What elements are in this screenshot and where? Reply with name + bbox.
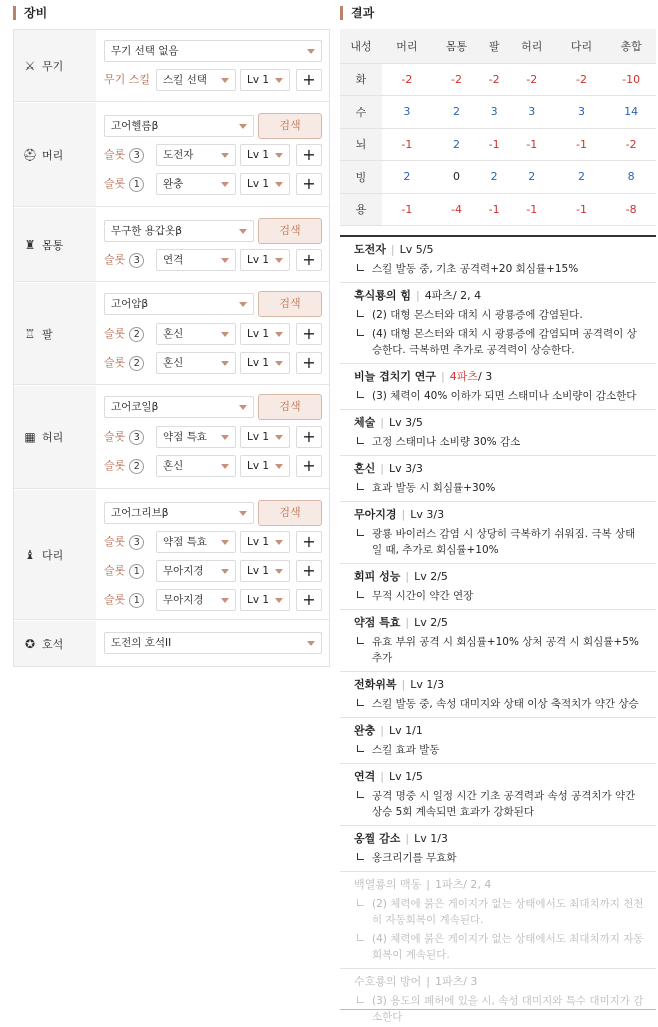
- helmet-icon: ⛑: [22, 147, 38, 162]
- arms-slot-2-skill-select[interactable]: 혼신: [156, 352, 236, 374]
- head-slot-2-level-select[interactable]: Lv 1: [240, 173, 290, 195]
- arms-slot-1-skill-select[interactable]: 혼신: [156, 323, 236, 345]
- skill-name: 흑식룡의 힘: [354, 289, 411, 302]
- table-cell: 3: [382, 96, 432, 129]
- skill-header: [354, 723, 644, 739]
- skill-level: Lv 1/5: [388, 770, 423, 783]
- legs-slot-1-level-select[interactable]: Lv 1: [240, 531, 290, 553]
- skill-item: [340, 718, 656, 764]
- skill-detail: 스킬 효과 발동: [354, 742, 644, 758]
- skill-name: 옹찔 감소: [354, 832, 401, 845]
- arms-slot-1-level-select[interactable]: Lv 1: [240, 323, 290, 345]
- table-cell: -1: [507, 193, 557, 226]
- col-header: 내성: [340, 29, 382, 63]
- skill-header: [354, 288, 644, 304]
- waist-slot-2-skill-select[interactable]: 혼신: [156, 455, 236, 477]
- waist-slot-2-level-select[interactable]: Lv 1: [240, 455, 290, 477]
- head-slot-1-skill-select[interactable]: 도전자: [156, 144, 236, 166]
- weapon-icon: ⚔: [24, 58, 36, 73]
- skill-header: [354, 615, 644, 631]
- table-cell: 14: [606, 96, 656, 129]
- table-cell: 3: [557, 96, 607, 129]
- arms-search-button[interactable]: 검색: [258, 291, 322, 317]
- waist-label-cell: [14, 386, 96, 488]
- table-cell: -2: [382, 63, 432, 96]
- head-search-button[interactable]: 검색: [258, 113, 322, 139]
- skill-item: [340, 826, 656, 872]
- table-cell: 2: [432, 96, 482, 129]
- skill-header: [354, 461, 644, 477]
- head-row: [14, 103, 329, 207]
- skill-detail: (2) 대형 몬스터와 대치 시 광룡증에 감염된다.: [354, 307, 644, 323]
- head-label-cell: [14, 103, 96, 206]
- head-slot-1-add-button[interactable]: +: [296, 144, 322, 166]
- head-slot-1-level-select[interactable]: Lv 1: [240, 144, 290, 166]
- col-header: 다리: [557, 29, 607, 63]
- table-cell: 2: [557, 161, 607, 194]
- head-slot-1: 슬롯 3: [104, 144, 144, 166]
- legs-slot-3: 슬롯 1: [104, 589, 144, 611]
- skill-header: [354, 569, 644, 585]
- body-slot-1-skill-select[interactable]: 연격: [156, 249, 236, 271]
- skill-header: [354, 831, 644, 847]
- charm-label-cell: [14, 621, 96, 666]
- table-row: [340, 96, 656, 129]
- arms-row: [14, 283, 329, 385]
- waist-item-select[interactable]: 고어코일β: [104, 396, 254, 418]
- col-header: 허리: [507, 29, 557, 63]
- legs-label-cell: [14, 490, 96, 619]
- table-cell: -1: [481, 128, 507, 161]
- skill-level: Lv 5/5: [399, 243, 434, 256]
- skill-header: [354, 369, 644, 385]
- skill-item: [340, 872, 656, 969]
- gauntlet-icon: ♖: [24, 326, 36, 341]
- result-section-title: 결과: [340, 6, 374, 20]
- arms-slot-1-add-button[interactable]: +: [296, 323, 322, 345]
- skill-detail: (3) 용도의 폐허에 있을 시, 속성 대미지와 특수 대미지가 감소한다: [354, 993, 644, 1025]
- skill-level: Lv 2/5: [414, 616, 448, 629]
- equip-section-title: 장비: [13, 6, 47, 20]
- legs-slot-2-level-select[interactable]: Lv 1: [240, 560, 290, 582]
- skill-separator: |: [390, 243, 395, 256]
- skill-separator: |: [415, 289, 420, 302]
- skill-detail: 옹크리기를 무효화: [354, 850, 644, 866]
- skill-detail: (2) 체력에 붉은 게이지가 없는 상태에서도 최대치까지 천천히 자동회복이 계속된다.: [354, 896, 644, 928]
- legs-slot-3-add-button[interactable]: +: [296, 589, 322, 611]
- skill-separator: |: [380, 724, 384, 737]
- table-cell: 2: [481, 161, 507, 194]
- resistance-table: [340, 29, 656, 226]
- head-label: 머리: [42, 148, 64, 162]
- head-item-select[interactable]: 고어헬름β: [104, 115, 254, 137]
- weapon-label: 무기: [42, 59, 64, 73]
- skill-level: Lv 1/3: [410, 678, 445, 691]
- row-header: 용: [340, 193, 382, 226]
- skill-detail: (4) 대형 몬스터와 대치 시 광룡증에 감염되며 공격력이 상승한다. 극복하면 추가로 공격력이 상승한다.: [354, 326, 644, 358]
- legs-label: 다리: [42, 548, 64, 562]
- waist-slot-2: 슬롯 2: [104, 455, 144, 477]
- skill-detail: 유효 부위 공격 시 회심률+10% 상처 공격 시 회심률+5% 추가: [354, 634, 644, 666]
- body-slot-1-level-select[interactable]: Lv 1: [240, 249, 290, 271]
- waist-row: [14, 386, 329, 489]
- waist-slot-1-level-select[interactable]: Lv 1: [240, 426, 290, 448]
- arms-slot-2-add-button[interactable]: +: [296, 352, 322, 374]
- skill-detail: 무적 시간이 약간 연장: [354, 588, 644, 604]
- legs-slot-3-level-select[interactable]: Lv 1: [240, 589, 290, 611]
- skill-level: 1파츠/ 3: [434, 975, 478, 988]
- skill-item: [340, 672, 656, 718]
- charm-label: 호석: [42, 637, 64, 651]
- weapon-skill-select[interactable]: 스킬 선택: [156, 69, 236, 91]
- table-cell: 8: [606, 161, 656, 194]
- legs-item-select[interactable]: 고어그리브β: [104, 502, 254, 524]
- skill-separator: |: [426, 975, 430, 988]
- waist-slot-2-add-button[interactable]: +: [296, 455, 322, 477]
- skill-header: [354, 415, 644, 431]
- skill-level-prefix: 4파츠: [449, 370, 479, 383]
- table-cell: 0: [432, 161, 482, 194]
- skill-level: Lv 3/5: [388, 416, 423, 429]
- table-row: [340, 193, 656, 226]
- skill-detail: 공격 명중 시 일정 시간 기초 공격력과 속성 공격치가 약간 상승 5회 계속되면 효과가 강화된다: [354, 788, 644, 820]
- table-cell: -1: [382, 128, 432, 161]
- skill-item: [340, 237, 656, 283]
- skill-name: 체술: [354, 416, 376, 429]
- skill-item: [340, 364, 656, 410]
- skill-item: [340, 564, 656, 610]
- skill-separator: |: [405, 570, 410, 583]
- skill-name: 수호룡의 방어: [354, 975, 422, 988]
- legs-slot-1-skill-select[interactable]: 약점 특효: [156, 531, 236, 553]
- skill-name: 완충: [354, 724, 376, 737]
- skill-name: 회피 성능: [354, 570, 401, 583]
- table-cell: -2: [481, 63, 507, 96]
- greaves-icon: ♝: [24, 547, 36, 562]
- table-cell: -8: [606, 193, 656, 226]
- skill-name: 도전자: [354, 243, 386, 256]
- belt-icon: ▦: [24, 430, 36, 444]
- legs-slot-1-add-button[interactable]: +: [296, 531, 322, 553]
- weapon-select[interactable]: 무기 선택 없음: [104, 40, 322, 62]
- legs-slot-2: 슬롯 1: [104, 560, 144, 582]
- skill-name: 백열룡의 맥동: [354, 878, 422, 891]
- skill-detail: 고정 스태미나 소비량 30% 감소: [354, 434, 644, 450]
- skill-header: [354, 974, 644, 990]
- legs-slot-2-skill-select[interactable]: 무아지경: [156, 560, 236, 582]
- table-cell: -2: [606, 128, 656, 161]
- table-cell: -2: [432, 63, 482, 96]
- skill-list: [340, 235, 656, 1023]
- skill-level: Lv 3/3: [410, 508, 445, 521]
- arms-slot-2: 슬롯 2: [104, 352, 144, 374]
- equipment-panel: [13, 29, 330, 667]
- table-cell: 3: [507, 96, 557, 129]
- table-cell: -1: [557, 193, 607, 226]
- table-cell: 2: [382, 161, 432, 194]
- table-row: [340, 161, 656, 194]
- skill-item: [340, 969, 656, 1027]
- skill-item: [340, 610, 656, 672]
- charm-icon: ✪: [24, 636, 36, 651]
- skill-name: 혼신: [354, 462, 376, 475]
- row-header: 빙: [340, 161, 382, 194]
- table-cell: -1: [382, 193, 432, 226]
- skill-item: [340, 502, 656, 564]
- skill-detail: 스킬 발동 중, 기초 공격력+20 회심률+15%: [354, 261, 644, 277]
- skill-separator: |: [380, 770, 384, 783]
- legs-search-button[interactable]: 검색: [258, 500, 322, 526]
- legs-slot-1: 슬롯 3: [104, 531, 144, 553]
- arms-label-cell: [14, 283, 96, 384]
- skill-level: Lv 3/3: [388, 462, 423, 475]
- chest-armor-icon: ♜: [24, 237, 36, 252]
- skill-item: [340, 283, 656, 364]
- arms-item-select[interactable]: 고어암β: [104, 293, 254, 315]
- skill-separator: |: [401, 508, 406, 521]
- skill-name: 약점 특효: [354, 616, 401, 629]
- legs-slot-3-skill-select[interactable]: 무아지경: [156, 589, 236, 611]
- head-slot-2-add-button[interactable]: +: [296, 173, 322, 195]
- body-item-select[interactable]: 무구한 용갑옷β: [104, 220, 254, 242]
- legs-slot-2-add-button[interactable]: +: [296, 560, 322, 582]
- skill-header: [354, 507, 644, 523]
- waist-slot-1-add-button[interactable]: +: [296, 426, 322, 448]
- skill-separator: |: [380, 462, 384, 475]
- table-cell: -2: [507, 63, 557, 96]
- waist-slot-1-skill-select[interactable]: 약점 특효: [156, 426, 236, 448]
- skill-level-suffix: / 3: [478, 370, 493, 383]
- weapon-skill-label: 무기 스킬: [104, 73, 151, 86]
- row-header: 뇌: [340, 128, 382, 161]
- skill-header: [354, 769, 644, 785]
- col-header: 총합: [606, 29, 656, 63]
- row-header: 수: [340, 96, 382, 129]
- skill-separator: |: [401, 678, 406, 691]
- weapon-skill-level-select[interactable]: Lv 1: [240, 69, 290, 91]
- body-label-cell: [14, 208, 96, 281]
- body-row: [14, 208, 329, 282]
- body-label: 몸통: [42, 238, 64, 252]
- body-slot-1-add-button[interactable]: +: [296, 249, 322, 271]
- head-slot-2-skill-select[interactable]: 완충: [156, 173, 236, 195]
- weapon-row: [14, 30, 329, 102]
- charm-select[interactable]: 도전의 호석II: [104, 632, 322, 654]
- table-row: [340, 128, 656, 161]
- skill-level: 1파츠/ 2, 4: [434, 878, 492, 891]
- skill-separator: |: [441, 370, 445, 383]
- skill-detail: 스킬 발동 중, 속성 대미지와 상태 이상 축적치가 약간 상승: [354, 696, 644, 712]
- skill-item: [340, 410, 656, 456]
- waist-label: 허리: [42, 431, 64, 444]
- row-header: 화: [340, 63, 382, 96]
- weapon-label-cell: [14, 30, 96, 101]
- head-slot-2: 슬롯 1: [104, 173, 144, 195]
- arms-label: 팔: [42, 327, 53, 341]
- skill-separator: |: [405, 616, 410, 629]
- table-cell: -2: [557, 63, 607, 96]
- body-slot-1: 슬롯 3: [104, 249, 144, 271]
- skill-header: [354, 242, 644, 258]
- skill-level: Lv 1/1: [388, 724, 423, 737]
- skill-level: 4파츠/ 2, 4: [424, 289, 482, 302]
- skill-name: 전화위복: [354, 678, 397, 691]
- skill-separator: |: [405, 832, 410, 845]
- skill-detail: 효과 발동 시 회심률+30%: [354, 480, 644, 496]
- legs-row: [14, 490, 329, 620]
- table-cell: -1: [557, 128, 607, 161]
- skill-level: Lv 2/5: [414, 570, 448, 583]
- skill-name: 비늘 겹치기 연구: [354, 370, 437, 383]
- skill-detail: (4) 체력에 붉은 게이지가 없는 상태에서도 최대치까지 자동회복이 계속된다.: [354, 931, 644, 963]
- skill-separator: |: [380, 416, 384, 429]
- resistance-table-header: [340, 29, 656, 63]
- body-search-button[interactable]: 검색: [258, 218, 322, 244]
- skill-separator: |: [426, 878, 430, 891]
- waist-slot-1: 슬롯 3: [104, 426, 144, 448]
- skill-name: 무아지경: [354, 508, 397, 521]
- skill-name: 연격: [354, 770, 376, 783]
- table-cell: 3: [481, 96, 507, 129]
- table-row: [340, 63, 656, 96]
- skill-item: [340, 764, 656, 826]
- skill-header: [354, 877, 644, 893]
- table-cell: 2: [432, 128, 482, 161]
- col-header: 팔: [481, 29, 507, 63]
- arms-slot-1: 슬롯 2: [104, 323, 144, 345]
- charm-row: [14, 621, 329, 666]
- skill-level: Lv 1/3: [414, 832, 448, 845]
- skill-item: [340, 456, 656, 502]
- waist-search-button[interactable]: 검색: [258, 394, 322, 420]
- skill-header: [354, 677, 644, 693]
- table-cell: -10: [606, 63, 656, 96]
- table-cell: -1: [507, 128, 557, 161]
- skill-detail: (3) 체력이 40% 이하가 되면 스태미나 소비량이 감소한다: [354, 388, 644, 404]
- col-header: 몸통: [432, 29, 482, 63]
- table-cell: -1: [481, 193, 507, 226]
- skill-detail: 광룡 바이러스 감염 시 상당히 극복하기 쉬워짐. 극복 상태일 때, 추가로 회심률+10%: [354, 526, 644, 558]
- weapon-add-button[interactable]: +: [296, 69, 322, 91]
- arms-slot-2-level-select[interactable]: Lv 1: [240, 352, 290, 374]
- table-cell: 2: [507, 161, 557, 194]
- col-header: 머리: [382, 29, 432, 63]
- table-cell: -4: [432, 193, 482, 226]
